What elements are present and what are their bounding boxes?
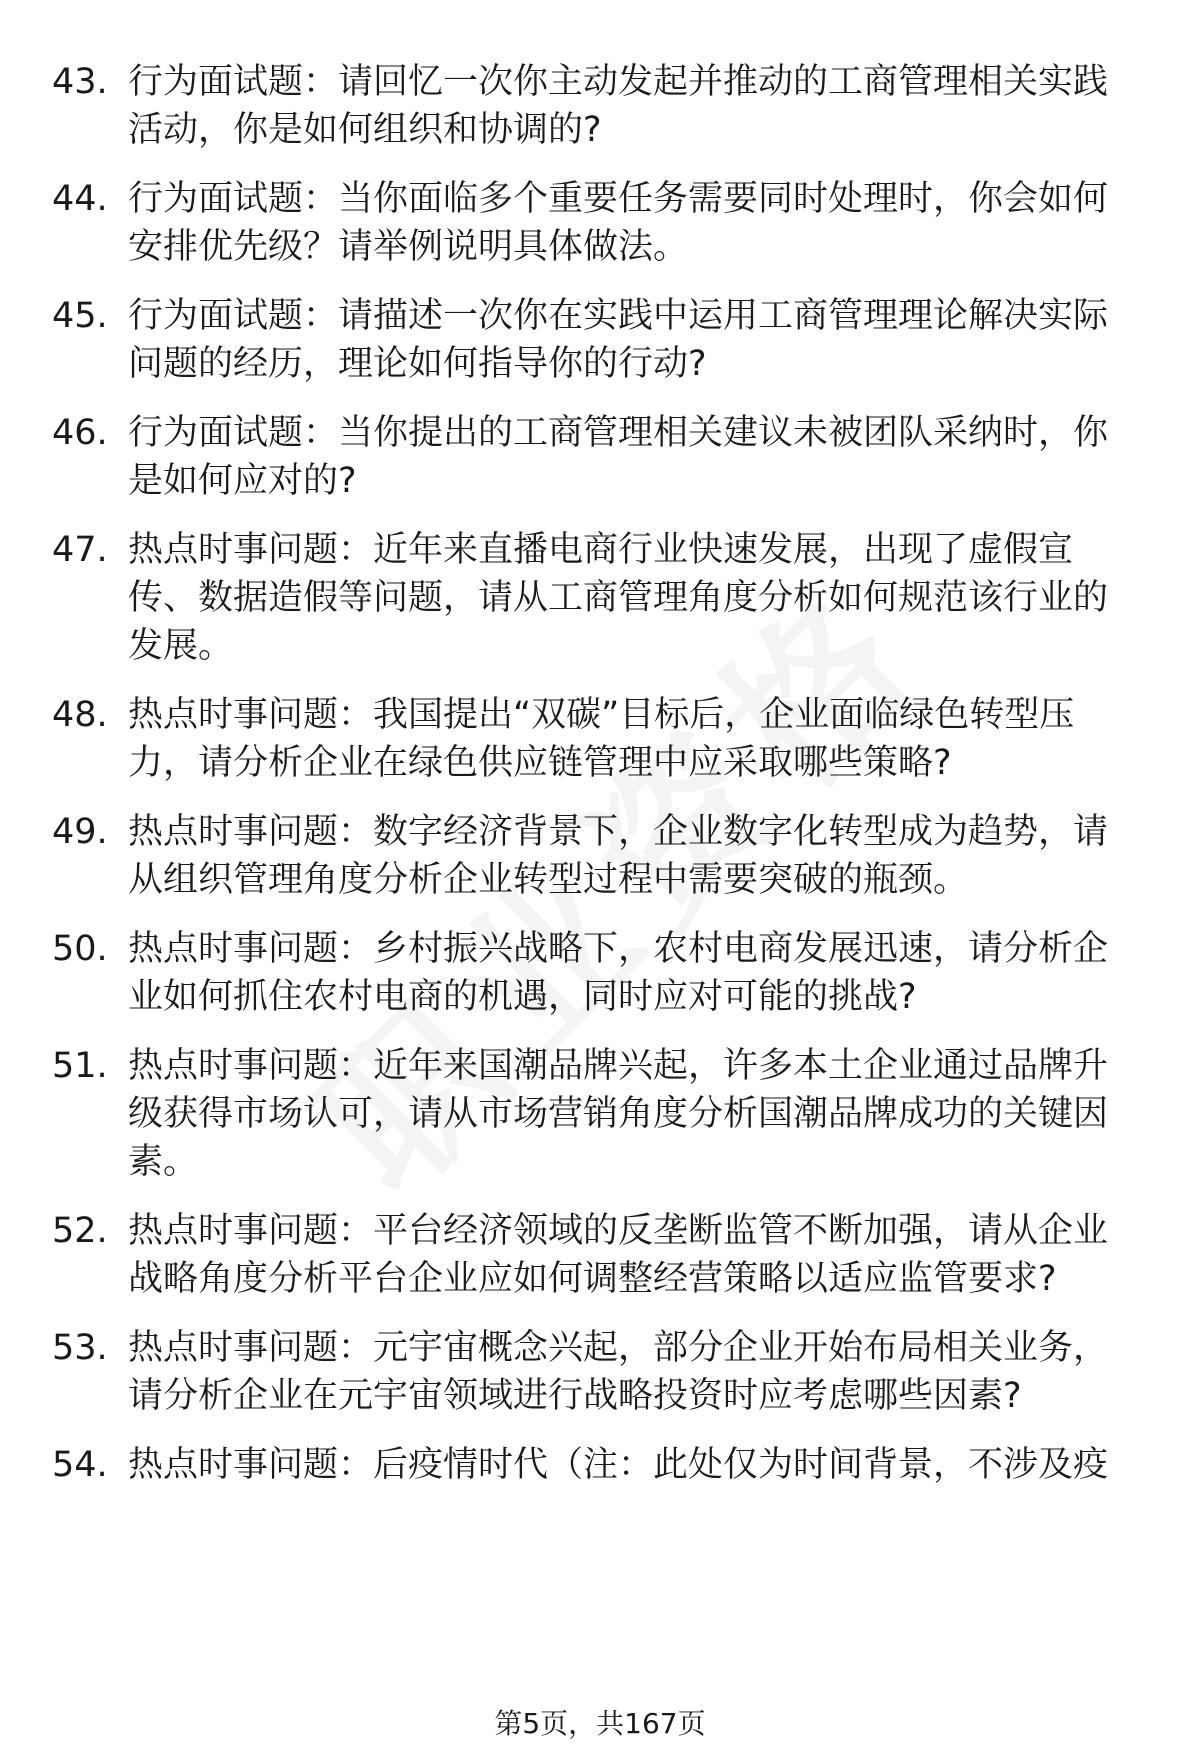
question-text: 热点时事问题：近年来直播电商行业快速发展，出现了虚假宣传、数据造假等问题，请从工商管理角度分析如何规范该行业的发展。	[128, 530, 1109, 666]
question-number: 43.	[52, 62, 108, 102]
list-item	[52, 691, 1152, 787]
list-item	[52, 808, 1152, 904]
list-item	[52, 1042, 1152, 1186]
page-footer: 第5页，共167页	[494, 1707, 706, 1740]
list-item	[52, 1324, 1152, 1420]
question-number: 48.	[52, 695, 108, 735]
list-item	[52, 526, 1152, 670]
list-item	[52, 175, 1152, 271]
question-text: 热点时事问题：后疫情时代（注：此处仅为时间背景，不涉及疫	[128, 1445, 1109, 1485]
question-text: 热点时事问题：数字经济背景下，企业数字化转型成为趋势，请从组织管理角度分析企业转型过程中需要突破的瓶颈。	[128, 812, 1109, 900]
question-number: 53.	[52, 1328, 108, 1368]
question-number: 50.	[52, 929, 108, 969]
question-number: 47.	[52, 530, 108, 570]
question-number: 52.	[52, 1211, 108, 1251]
list-item	[52, 409, 1152, 505]
question-text: 行为面试题：请回忆一次你主动发起并推动的工商管理相关实践活动，你是如何组织和协调的?	[128, 62, 1109, 150]
question-text: 行为面试题：当你面临多个重要任务需要同时处理时，你会如何安排优先级？请举例说明具体做法。	[128, 179, 1109, 267]
question-text: 行为面试题：请描述一次你在实践中运用工商管理理论解决实际问题的经历，理论如何指导你的行动?	[128, 296, 1109, 384]
question-number: 44.	[52, 179, 108, 219]
question-text: 热点时事问题：元宇宙概念兴起，部分企业开始布局相关业务，请分析企业在元宇宙领域进行战略投资时应考虑哪些因素?	[128, 1328, 1109, 1416]
list-item	[52, 292, 1152, 388]
question-text: 行为面试题：当你提出的工商管理相关建议未被团队采纳时，你是如何应对的?	[128, 413, 1109, 501]
question-number: 46.	[52, 413, 108, 453]
question-text: 热点时事问题：平台经济领域的反垄断监管不断加强，请从企业战略角度分析平台企业应如何调整经营策略以适应监管要求?	[128, 1211, 1109, 1299]
list-item	[52, 58, 1152, 154]
question-number: 51.	[52, 1046, 108, 1086]
question-text: 热点时事问题：我国提出“双碳”目标后，企业面临绿色转型压力，请分析企业在绿色供应链管理中应采取哪些策略?	[128, 695, 1075, 783]
list-item	[52, 925, 1152, 1021]
list-item	[52, 1441, 1152, 1489]
question-list	[52, 58, 1152, 1489]
question-number: 45.	[52, 296, 108, 336]
question-text: 热点时事问题：乡村振兴战略下，农村电商发展迅速，请分析企业如何抓住农村电商的机遇，同时应对可能的挑战?	[128, 929, 1109, 1017]
question-number: 54.	[52, 1445, 108, 1485]
question-text: 热点时事问题：近年来国潮品牌兴起，许多本土企业通过品牌升级获得市场认可，请从市场营销角度分析国潮品牌成功的关键因素。	[128, 1046, 1109, 1182]
list-item	[52, 1207, 1152, 1303]
question-number: 49.	[52, 812, 108, 852]
